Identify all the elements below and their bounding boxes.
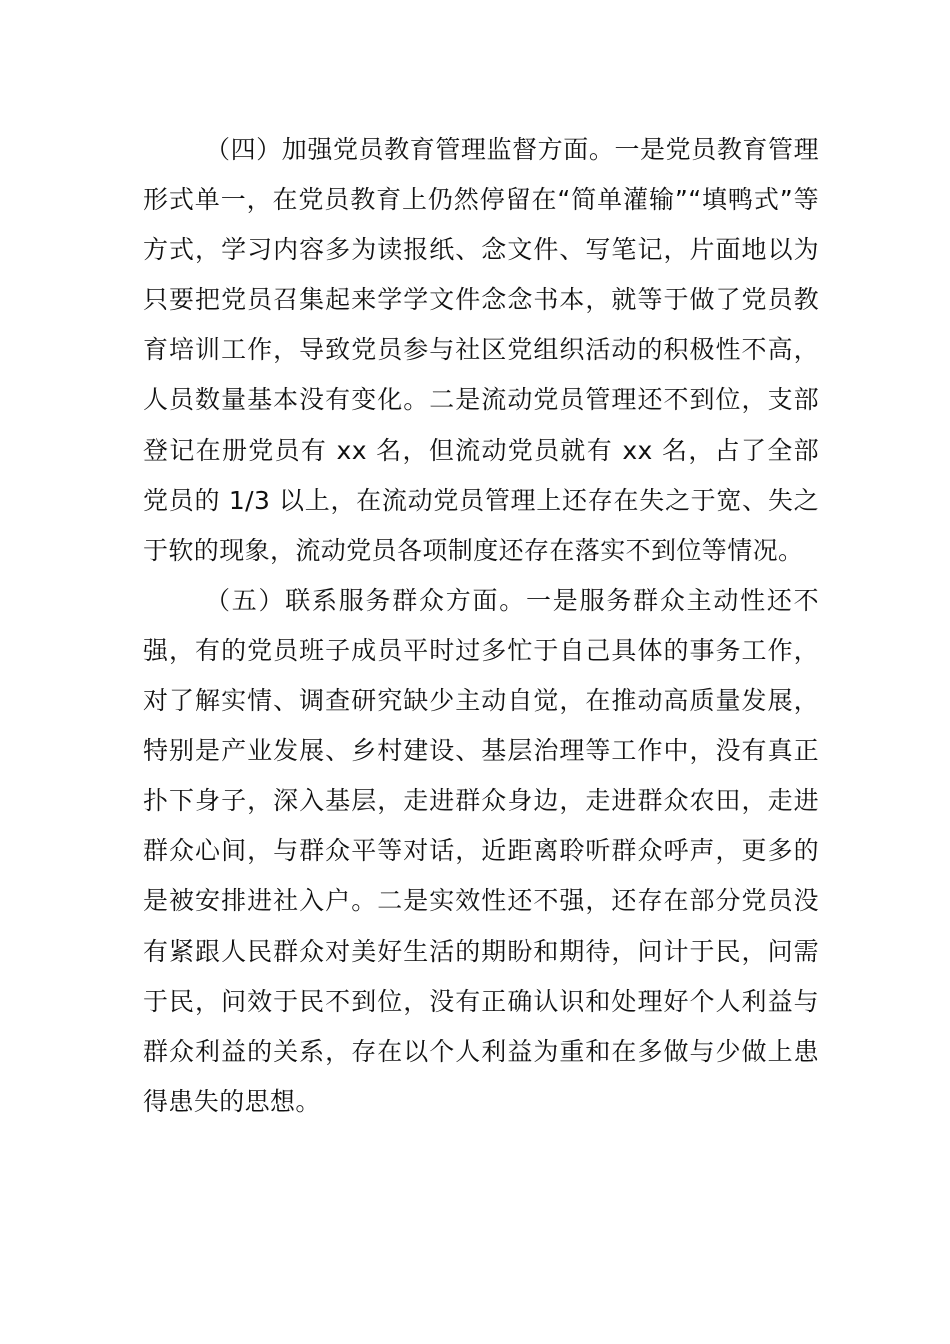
paragraph-section-5: （五）联系服务群众方面。一是服务群众主动性还不强，有的党员班子成员平时过多忙于自己具体的事务工作，对了解实情、调查研究缺少主动自觉，在推动高质量发展，特别是产业发展、乡村建设、基层治理等工作中，没有真正扑下身子，深入基层，走进群众身边，走进群众农田，走进群众心间，与群众平等对话，近距离聆听群众呼声，更多的是被安排进社入户。二是实效性还不强，还存在部分党员没有紧跟人民群众对美好生活的期盼和期待，问计于民，问需于民，问效于民不到位，没有正确认识和处理好个人利益与群众利益的关系，存在以个人利益为重和在多做与少做上患得患失的思想。 bbox=[143, 585, 819, 1116]
document-body bbox=[143, 125, 819, 1127]
paragraph-section-4: （四）加强党员教育管理监督方面。一是党员教育管理形式单一，在党员教育上仍然停留在“简单灌输”“填鸭式”等方式，学习内容多为读报纸、念文件、写笔记，片面地以为只要把党员召集起来学学文件念念书本，就等于做了党员教育培训工作，导致党员参与社区党组织活动的积极性不高，人员数量基本没有变化。二是流动党员管理还不到位，支部登记在册党员有 xx 名，但流动党员就有 xx 名，占了全部党员的 1/3 以上，在流动党员管理上还存在失之于宽、失之于软的现象，流动党员各项制度还存在落实不到位等情况。 bbox=[143, 135, 819, 565]
